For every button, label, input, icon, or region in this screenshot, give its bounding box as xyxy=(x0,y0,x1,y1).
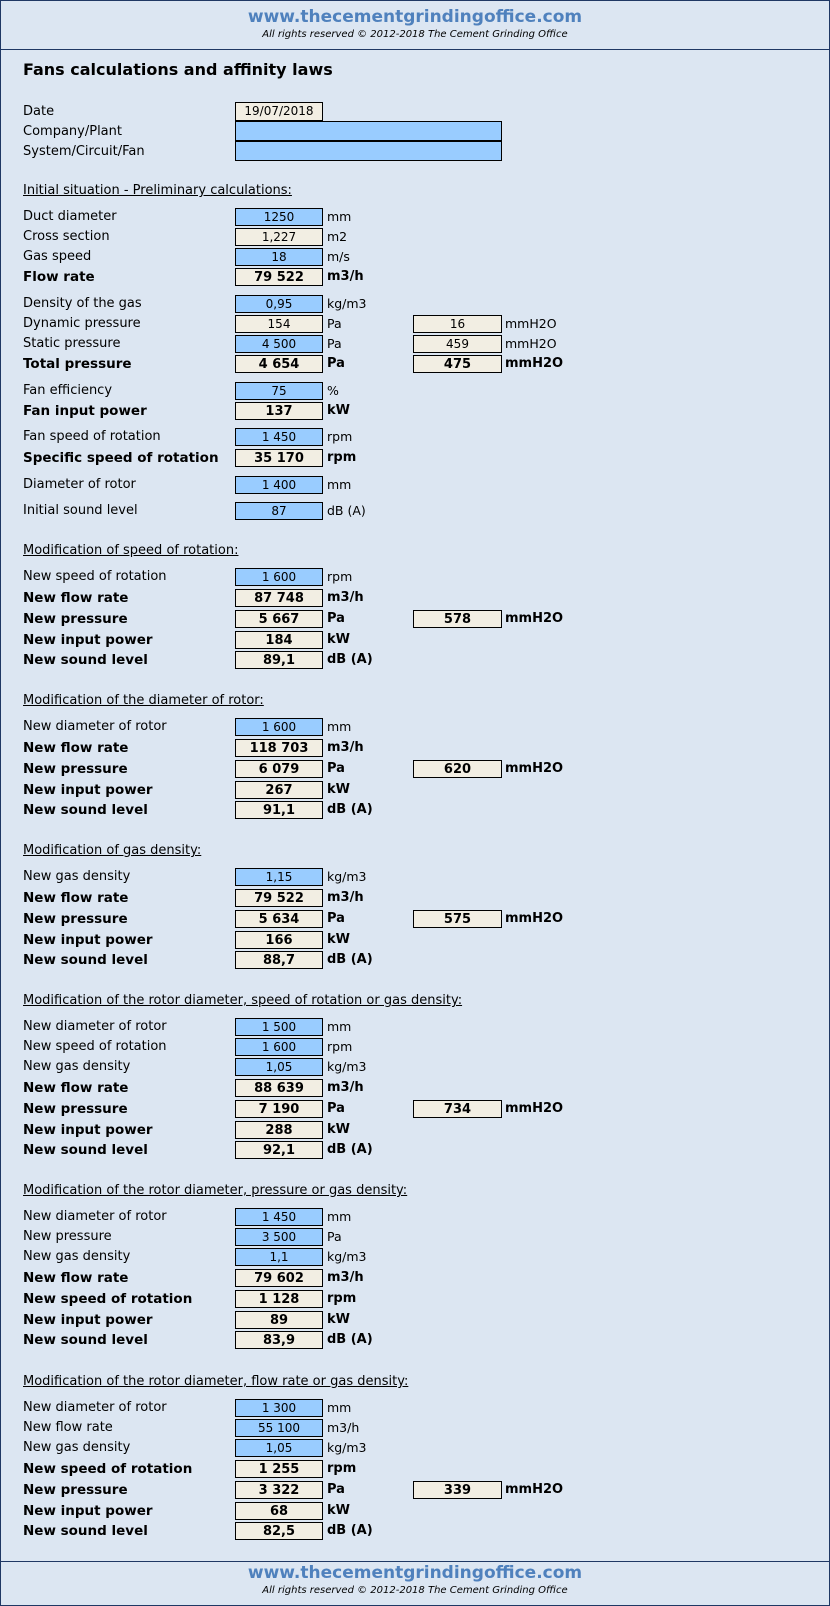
result-cell[interactable]: 92,1 xyxy=(235,1141,323,1159)
unit-label: Pa xyxy=(327,911,345,926)
row-label: New flow rate xyxy=(23,1270,129,1286)
row-label: New pressure xyxy=(23,1482,128,1498)
row-label: Dynamic pressure xyxy=(23,316,141,331)
unit-label: mm xyxy=(327,1400,352,1415)
input-cell[interactable]: 1 400 xyxy=(235,476,323,494)
input-cell[interactable]: 75 xyxy=(235,382,323,400)
row-label: Cross section xyxy=(23,229,110,244)
unit-label: % xyxy=(327,383,339,398)
unit-label: kW xyxy=(327,403,350,418)
mmh2o-cell[interactable]: 16 xyxy=(413,315,502,333)
input-cell[interactable]: 3 500 xyxy=(235,1228,323,1246)
copyright: All rights reserved © 2012-2018 The Cement Grinding Office xyxy=(262,29,568,40)
result-cell[interactable]: 1 128 xyxy=(235,1290,323,1308)
row-label: New diameter of rotor xyxy=(23,719,167,734)
row-label: New diameter of rotor xyxy=(23,1400,167,1415)
unit-label: m3/h xyxy=(327,890,364,905)
result-cell[interactable]: 1 255 xyxy=(235,1460,323,1478)
row-label: New sound level xyxy=(23,652,148,668)
unit-label: rpm xyxy=(327,1461,357,1476)
row-label: Fan speed of rotation xyxy=(23,429,161,444)
input-cell[interactable]: 1,1 xyxy=(235,1248,323,1266)
unit-label: rpm xyxy=(327,569,353,584)
unit-label: kW xyxy=(327,1503,350,1518)
row-label: New gas density xyxy=(23,1249,131,1264)
result-cell[interactable]: 89,1 xyxy=(235,651,323,669)
site-url[interactable]: www.thecementgrindingoffice.com xyxy=(247,7,583,27)
unit-label: mm xyxy=(327,719,352,734)
unit-label: Pa xyxy=(327,1482,345,1497)
input-cell[interactable]: 1 500 xyxy=(235,1018,323,1036)
row-label: New flow rate xyxy=(23,1080,129,1096)
row-label: Initial sound level xyxy=(23,503,138,518)
combo3-section-heading: Modification of the rotor diameter, flow rate or gas density: xyxy=(23,1374,409,1389)
footer-copyright: All rights reserved © 2012-2018 The Cement Grinding Office xyxy=(262,1585,568,1596)
result-cell[interactable]: 35 170 xyxy=(235,449,323,467)
row-label: New speed of rotation xyxy=(23,1039,167,1054)
row-label: Total pressure xyxy=(23,356,132,372)
row-label: New flow rate xyxy=(23,740,129,756)
result-cell[interactable]: 91,1 xyxy=(235,801,323,819)
system-field[interactable] xyxy=(235,141,502,161)
input-cell[interactable]: 1 600 xyxy=(235,718,323,736)
mmh2o-unit: mmH2O xyxy=(505,911,564,926)
unit-label: m3/h xyxy=(327,269,364,284)
mmh2o-cell[interactable]: 475 xyxy=(413,355,502,373)
speed-section-heading: Modification of speed of rotation: xyxy=(23,543,239,558)
row-label: New speed of rotation xyxy=(23,569,167,584)
row-label: Fan efficiency xyxy=(23,383,113,398)
row-label: New input power xyxy=(23,632,153,648)
mmh2o-cell[interactable]: 620 xyxy=(413,760,502,778)
row-label: Fan input power xyxy=(23,403,147,419)
result-cell[interactable]: 184 xyxy=(235,631,323,649)
mmh2o-cell[interactable]: 578 xyxy=(413,610,502,628)
unit-label: Pa xyxy=(327,336,342,351)
row-label: New sound level xyxy=(23,802,148,818)
row-label: Specific speed of rotation xyxy=(23,450,219,466)
input-cell[interactable]: 1 600 xyxy=(235,568,323,586)
result-cell[interactable]: 118 703 xyxy=(235,739,323,757)
mmh2o-unit: mmH2O xyxy=(505,336,557,351)
input-cell[interactable]: 4 500 xyxy=(235,335,323,353)
row-label: Diameter of rotor xyxy=(23,477,136,492)
result-cell[interactable]: 79 522 xyxy=(235,268,323,286)
unit-label: kW xyxy=(327,1312,350,1327)
header xyxy=(1,7,829,40)
row-label: New diameter of rotor xyxy=(23,1209,167,1224)
row-label: New pressure xyxy=(23,1229,112,1244)
unit-label: m3/h xyxy=(327,590,364,605)
unit-label: Pa xyxy=(327,316,342,331)
unit-label: m3/h xyxy=(327,1080,364,1095)
mmh2o-cell[interactable]: 575 xyxy=(413,910,502,928)
row-label: New speed of rotation xyxy=(23,1291,193,1307)
header-divider xyxy=(1,49,829,50)
unit-label: mm xyxy=(327,209,352,224)
result-cell[interactable]: 267 xyxy=(235,781,323,799)
result-cell[interactable]: 4 654 xyxy=(235,355,323,373)
input-cell[interactable]: 0,95 xyxy=(235,295,323,313)
mmh2o-unit: mmH2O xyxy=(505,1482,564,1497)
mmh2o-cell[interactable]: 339 xyxy=(413,1481,502,1499)
system-label: System/Circuit/Fan xyxy=(23,144,145,159)
row-label: New gas density xyxy=(23,869,131,884)
unit-label: kg/m3 xyxy=(327,1059,367,1074)
result-cell[interactable]: 83,9 xyxy=(235,1331,323,1349)
row-label: New flow rate xyxy=(23,1420,113,1435)
unit-label: kW xyxy=(327,1122,350,1137)
unit-label: dB (A) xyxy=(327,1142,373,1157)
unit-label: Pa xyxy=(327,1229,342,1244)
input-cell[interactable]: 1,05 xyxy=(235,1058,323,1076)
company-field[interactable] xyxy=(235,121,502,141)
row-label: New gas density xyxy=(23,1059,131,1074)
company-label: Company/Plant xyxy=(23,124,122,139)
result-cell[interactable]: 3 322 xyxy=(235,1481,323,1499)
row-label: Flow rate xyxy=(23,269,95,285)
mmh2o-unit: mmH2O xyxy=(505,1101,564,1116)
result-cell[interactable]: 5 667 xyxy=(235,610,323,628)
unit-label: dB (A) xyxy=(327,802,373,817)
row-label: New pressure xyxy=(23,1101,128,1117)
unit-label: kg/m3 xyxy=(327,1440,367,1455)
unit-label: kW xyxy=(327,782,350,797)
footer xyxy=(1,1563,829,1596)
unit-label: m3/h xyxy=(327,1270,364,1285)
result-cell[interactable]: 7 190 xyxy=(235,1100,323,1118)
row-label: New sound level xyxy=(23,1332,148,1348)
row-label: New input power xyxy=(23,782,153,798)
unit-label: kW xyxy=(327,632,350,647)
row-label: New input power xyxy=(23,1122,153,1138)
row-label: New pressure xyxy=(23,761,128,777)
result-cell[interactable]: 88 639 xyxy=(235,1079,323,1097)
unit-label: m2 xyxy=(327,229,348,244)
unit-label: m3/h xyxy=(327,740,364,755)
mmh2o-unit: mmH2O xyxy=(505,316,557,331)
result-cell[interactable]: 87 748 xyxy=(235,589,323,607)
unit-label: dB (A) xyxy=(327,503,366,518)
unit-label: rpm xyxy=(327,450,357,465)
result-cell[interactable]: 154 xyxy=(235,315,323,333)
result-cell[interactable]: 1,227 xyxy=(235,228,323,246)
row-label: New sound level xyxy=(23,1523,148,1539)
input-cell[interactable]: 18 xyxy=(235,248,323,266)
row-label: Static pressure xyxy=(23,336,121,351)
row-label: New flow rate xyxy=(23,890,129,906)
unit-label: rpm xyxy=(327,429,353,444)
mmh2o-cell[interactable]: 459 xyxy=(413,335,502,353)
result-cell[interactable]: 68 xyxy=(235,1502,323,1520)
footer-divider xyxy=(1,1561,829,1562)
result-cell[interactable]: 82,5 xyxy=(235,1522,323,1540)
row-label: New speed of rotation xyxy=(23,1461,193,1477)
result-cell[interactable]: 166 xyxy=(235,931,323,949)
unit-label: mm xyxy=(327,477,352,492)
row-label: New input power xyxy=(23,932,153,948)
result-cell[interactable]: 6 079 xyxy=(235,760,323,778)
row-label: New input power xyxy=(23,1503,153,1519)
mmh2o-unit: mmH2O xyxy=(505,761,564,776)
input-cell[interactable]: 1250 xyxy=(235,208,323,226)
result-cell[interactable]: 79 522 xyxy=(235,889,323,907)
input-cell[interactable]: 1 300 xyxy=(235,1399,323,1417)
result-cell[interactable]: 79 602 xyxy=(235,1269,323,1287)
row-label: Density of the gas xyxy=(23,296,142,311)
result-cell[interactable]: 89 xyxy=(235,1311,323,1329)
input-cell[interactable]: 1 600 xyxy=(235,1038,323,1056)
input-cell[interactable]: 1 450 xyxy=(235,428,323,446)
unit-label: kW xyxy=(327,932,350,947)
unit-label: kg/m3 xyxy=(327,869,367,884)
unit-label: dB (A) xyxy=(327,1523,373,1538)
unit-label: Pa xyxy=(327,1101,345,1116)
date-label: Date xyxy=(23,104,55,119)
input-cell[interactable]: 87 xyxy=(235,502,323,520)
input-cell[interactable]: 55 100 xyxy=(235,1419,323,1437)
row-label: New flow rate xyxy=(23,590,129,606)
footer-site-url[interactable]: www.thecementgrindingoffice.com xyxy=(247,1563,583,1583)
unit-label: m/s xyxy=(327,249,350,264)
input-cell[interactable]: 1,05 xyxy=(235,1439,323,1457)
result-cell[interactable]: 288 xyxy=(235,1121,323,1139)
input-cell[interactable]: 1,15 xyxy=(235,868,323,886)
unit-label: dB (A) xyxy=(327,1332,373,1347)
row-label: New sound level xyxy=(23,952,148,968)
unit-label: mm xyxy=(327,1019,352,1034)
unit-label: dB (A) xyxy=(327,952,373,967)
diameter-section-heading: Modification of the diameter of rotor: xyxy=(23,693,264,708)
unit-label: kg/m3 xyxy=(327,296,367,311)
unit-label: Pa xyxy=(327,761,345,776)
input-cell[interactable]: 1 450 xyxy=(235,1208,323,1226)
result-cell[interactable]: 137 xyxy=(235,402,323,420)
row-label: Duct diameter xyxy=(23,209,117,224)
date-field[interactable]: 19/07/2018 xyxy=(235,102,323,121)
unit-label: m3/h xyxy=(327,1420,360,1435)
unit-label: Pa xyxy=(327,356,345,371)
row-label: New pressure xyxy=(23,911,128,927)
initial-section-heading: Initial situation - Preliminary calculations: xyxy=(23,183,292,198)
mmh2o-unit: mmH2O xyxy=(505,611,564,626)
density-section-heading: Modification of gas density: xyxy=(23,843,202,858)
combo1-section-heading: Modification of the rotor diameter, speed of rotation or gas density: xyxy=(23,993,463,1008)
unit-label: dB (A) xyxy=(327,652,373,667)
page-title: Fans calculations and affinity laws xyxy=(23,60,333,79)
row-label: New pressure xyxy=(23,611,128,627)
unit-label: kg/m3 xyxy=(327,1249,367,1264)
row-label: New diameter of rotor xyxy=(23,1019,167,1034)
mmh2o-unit: mmH2O xyxy=(505,356,564,371)
result-cell[interactable]: 88,7 xyxy=(235,951,323,969)
unit-label: rpm xyxy=(327,1291,357,1306)
combo2-section-heading: Modification of the rotor diameter, pressure or gas density: xyxy=(23,1183,408,1198)
unit-label: Pa xyxy=(327,611,345,626)
result-cell[interactable]: 5 634 xyxy=(235,910,323,928)
row-label: New sound level xyxy=(23,1142,148,1158)
row-label: Gas speed xyxy=(23,249,92,264)
row-label: New gas density xyxy=(23,1440,131,1455)
mmh2o-cell[interactable]: 734 xyxy=(413,1100,502,1118)
unit-label: mm xyxy=(327,1209,352,1224)
unit-label: rpm xyxy=(327,1039,353,1054)
row-label: New input power xyxy=(23,1312,153,1328)
